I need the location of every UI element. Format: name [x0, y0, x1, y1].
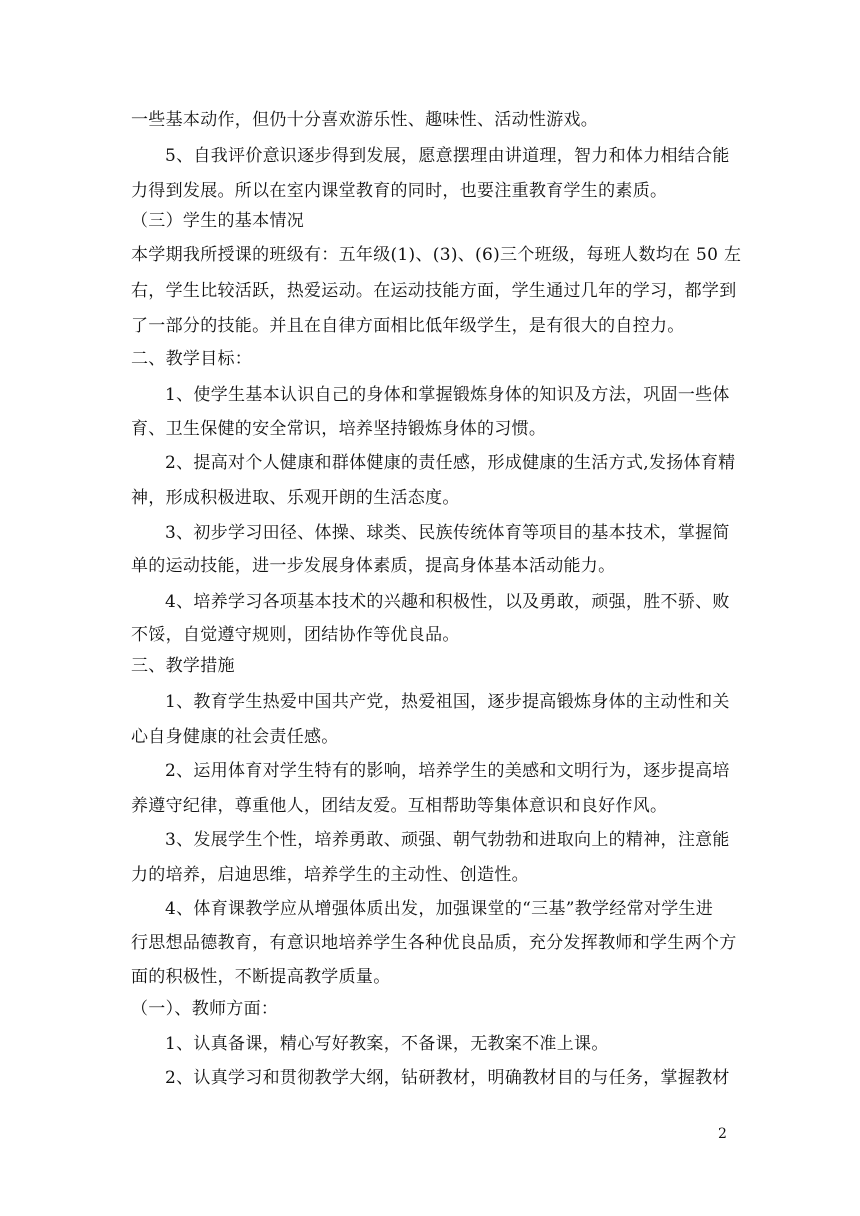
text-line: 1、使学生基本认识自己的身体和掌握锻炼身体的知识及方法，巩固一些体	[165, 385, 730, 405]
text-line: 行思想品德教育，有意识地培养学生各种优良品质，充分发挥教师和学生两个方	[131, 933, 737, 953]
text-line: 了一部分的技能。并且在自律方面相比低年级学生，是有很大的自控力。	[131, 316, 685, 336]
section-heading: （三）学生的基本情况	[131, 211, 304, 231]
text-line: 1、教育学生热爱中国共产党，热爱祖国，逐步提高锻炼身体的主动性和关	[165, 692, 730, 712]
page-number: 2	[718, 1126, 727, 1142]
text-line: 5、自我评价意识逐步得到发展，愿意摆理由讲道理，智力和体力相结合能	[165, 146, 730, 166]
text-line: 右，学生比较活跃，热爱运动。在运动技能方面，学生通过几年的学习，都学到	[131, 281, 737, 301]
text-line: 4、体育课教学应从增强体质出发，加强课堂的“三基”教学经常对学生进	[165, 899, 714, 919]
text-line: 养遵守纪律，尊重他人，团结友爱。互相帮助等集体意识和良好作风。	[131, 796, 668, 816]
text-line: 心自身健康的社会责任感。	[131, 727, 339, 747]
text-line: 4、培养学习各项基本技术的兴趣和积极性，以及勇敢，顽强，胜不骄、败	[165, 592, 730, 612]
text-line: 面的积极性，不断提高教学质量。	[131, 967, 391, 987]
text-line: 力得到发展。所以在室内课堂教育的同时，也要注重教育学生的素质。	[131, 181, 668, 201]
text-line: 一些基本动作，但仍十分喜欢游乐性、趣味性、活动性游戏。	[131, 110, 599, 130]
text-line: 3、初步学习田径、体操、球类、民族传统体育等项目的基本技术，掌握简	[165, 523, 730, 543]
text-line: 不馁，自觉遵守规则，团结协作等优良品。	[131, 625, 460, 645]
section-heading: （一）、教师方面：	[131, 999, 279, 1019]
text-line: 2、提高对个人健康和群体健康的责任感，形成健康的生活方式,发扬体育精	[165, 453, 736, 473]
text-line: 育、卫生保健的安全常识，培养坚持锻炼身体的习惯。	[131, 419, 547, 439]
text-line: 单的运动技能，进一步发展身体素质，提高身体基本活动能力。	[131, 556, 616, 576]
text-line: 1、认真备课，精心写好教案，不备课，无教案不准上课。	[165, 1034, 609, 1054]
section-heading: 三、教学措施	[131, 656, 235, 676]
text-line: 2、认真学习和贯彻教学大纲，钻研教材，明确教材目的与任务，掌握教材	[165, 1068, 730, 1088]
section-heading: 二、教学目标：	[131, 349, 253, 369]
text-line: 本学期我所授课的班级有：五年级(1)、(3)、(6)三个班级，每班人数均在 50 左	[131, 245, 742, 265]
text-line: 神，形成积极进取、乐观开朗的生活态度。	[131, 488, 460, 508]
text-line: 力的培养，启迪思维，培养学生的主动性、创造性。	[131, 865, 529, 885]
text-line: 3、发展学生个性，培养勇敢、顽强、朝气勃勃和进取向上的精神，注意能	[165, 830, 730, 850]
text-line: 2、运用体育对学生特有的影响，培养学生的美感和文明行为，逐步提高培	[165, 761, 730, 781]
